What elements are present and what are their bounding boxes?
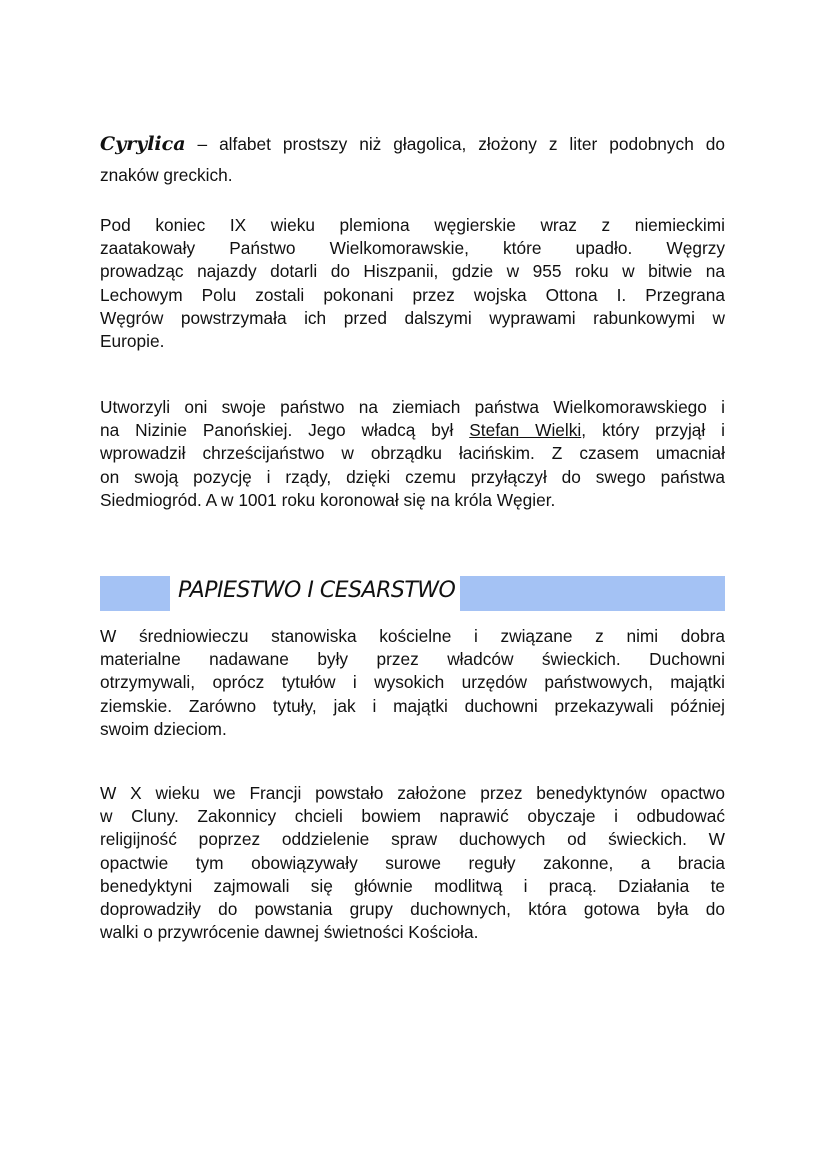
text-line: prowadząc najazdy dotarli do Hiszpanii, gdzie w 955 roku w bitwie na — [100, 261, 725, 282]
text-line: Pod koniec IX wieku plemiona węgierskie wraz z niemieckimi — [100, 215, 725, 235]
text-line: Lechowym Polu zostali pokonani przez wojska Ottona I. Przegrana — [100, 284, 725, 305]
heading-bar-left — [100, 576, 170, 611]
text-line: materialne nadawane były przez władców świeckich. Duchowni — [100, 649, 725, 670]
stefan-wielki-link[interactable]: Stefan Wielki — [469, 420, 582, 441]
paragraph-hungarians — [100, 214, 725, 353]
text-line: Węgrów powstrzymała ich przed dalszymi wyprawami rabunkowymi w — [100, 307, 725, 328]
term-cyrylica: Cyrylica — [100, 133, 186, 155]
text-line: opactwie tym obowiązywały surowe reguły zakonne, a bracia — [100, 852, 725, 873]
text-line: religijność poprzez oddzielenie spraw duchowych od świeckich. W — [100, 829, 725, 850]
text-line: w Cluny. Zakonnicy chcieli bowiem naprawić obyczaje i odbudować — [100, 806, 725, 827]
paragraph-cyrylica: Cyrylica – alfabet prostszy niż głagolica, złożony z liter podobnych do znaków greckich. — [100, 133, 725, 187]
text-line: on swoją pozycję i rządy, dzięki czemu przyłączył do swego państwa — [100, 466, 725, 487]
text-line: otrzymywali, oprócz tytułów i wysokich urzędów państwowych, majątki — [100, 672, 725, 693]
paragraph-medieval-church — [100, 625, 725, 741]
text-line: ziemskie. Zarówno tytuły, jak i majątki duchowni przekazywali później — [100, 695, 725, 716]
text-line: Utworzyli oni swoje państwo na ziemiach państwa Wielkomorawskiego i — [100, 397, 725, 417]
text-line: Siedmiogród. A w 1001 roku koronował się na króla Węgier. — [100, 489, 556, 510]
paragraph-cluny — [100, 782, 725, 944]
heading-bar-right — [460, 576, 725, 611]
text-line: doprowadziły do powstania grupy duchownych, która gotowa była do — [100, 898, 725, 919]
text-line: na Nizinie Panońskiej. Jego władcą był Stefan Wielki, który przyjął i — [100, 420, 725, 441]
section-heading: PAPIESTWO I CESARSTWO — [178, 578, 456, 603]
text-line: swoim dzieciom. — [100, 718, 227, 739]
text-line: znaków greckich. — [100, 165, 233, 185]
paragraph-hungary-state — [100, 396, 725, 512]
text-line: W X wieku we Francji powstało założone przez benedyktynów opactwo — [100, 783, 725, 803]
text-line: zaatakowały Państwo Wielkomorawskie, które upadło. Węgrzy — [100, 238, 725, 259]
text-line: benedyktyni zajmowali się głównie modlitwą i pracą. Działania te — [100, 875, 725, 896]
text-line: walki o przywrócenie dawnej świetności Kościoła. — [100, 922, 479, 943]
text-line: wprowadził chrześcijaństwo w obrządku łacińskim. Z czasem umacniał — [100, 443, 725, 464]
text-line: Europie. — [100, 330, 165, 351]
text-line: W średniowieczu stanowiska kościelne i związane z nimi dobra — [100, 626, 725, 646]
